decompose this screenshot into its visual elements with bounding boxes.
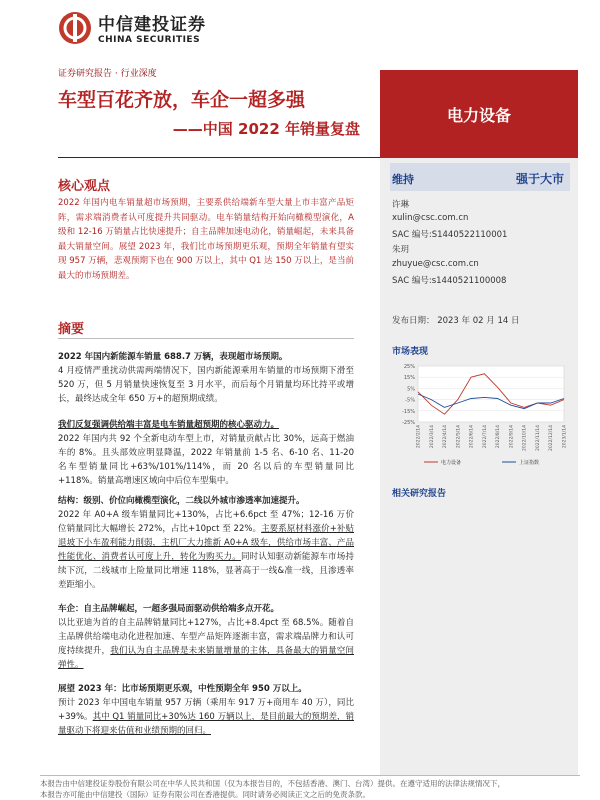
paragraph-lead: 展望 2023 年：比市场预期更乐观，中性预期全年 950 万以上。 bbox=[58, 684, 307, 694]
sector-label: 电力设备 bbox=[446, 105, 511, 125]
x-tick-label: 2022/12/14 bbox=[549, 425, 555, 451]
abstract-paragraph bbox=[58, 350, 354, 406]
rating-action: 维持 bbox=[392, 173, 414, 186]
x-tick-label: 2022/10/14 bbox=[522, 425, 528, 451]
paragraph-body: 预计 2023 年中国电车销量 957 万辆（乘用车 917 万+商用车 40 万），同比+39%。 bbox=[58, 698, 354, 722]
paragraph-lead: 车企：自主品牌崛起，一超多强局面驱动供给端多点开花。 bbox=[58, 604, 280, 614]
analyst-email[interactable]: zhuyue@csc.com.cn bbox=[392, 259, 479, 269]
x-tick-label: 2023/1/14 bbox=[562, 425, 568, 449]
analyst-name: 朱玥 bbox=[392, 245, 410, 255]
brand-emblem-icon bbox=[58, 11, 92, 45]
y-tick-label: -15% bbox=[402, 408, 415, 415]
brand-logo bbox=[58, 10, 206, 45]
paragraph-lead: 我们反复强调供给端丰富是电车销量超预期的核心驱动力。 bbox=[58, 420, 280, 430]
header-divider bbox=[58, 157, 380, 158]
x-tick-label: 2022/6/14 bbox=[469, 425, 475, 449]
paragraph-lead: 2022 年国内新能源车销量 688.7 万辆，表现超市场预期。 bbox=[58, 352, 288, 362]
analyst-sac: SAC 编号:s1440521100008 bbox=[392, 276, 507, 286]
paragraph-body: 同时认知驱动新能源车市场持续下沉，二线城市上险量同比增速 118%，显著高于一线&准一线，且渗透率差距缩小。 bbox=[58, 552, 354, 590]
x-tick-label: 2022/11/14 bbox=[535, 425, 541, 451]
x-tick-label: 2022/8/14 bbox=[496, 425, 502, 449]
footer-divider bbox=[40, 775, 580, 776]
disclaimer bbox=[40, 778, 580, 800]
x-tick-label: 2022/3/14 bbox=[429, 425, 435, 449]
analyst-email[interactable]: xulin@csc.com.cn bbox=[392, 213, 469, 223]
report-title: 车型百花齐放，车企一超多强 bbox=[58, 89, 306, 111]
related-reports-title: 相关研究报告 bbox=[392, 489, 447, 499]
paragraph-body: 2022 年 A0+A 级车销量同比+130%，占比+6.6pct 至 47%；12-16 万价位销量同比大幅增长 272%，占比+10pct 至 22%。 bbox=[58, 510, 354, 534]
disclaimer-line: 本报告亦可能由中信建投（国际）证券有限公司在香港提供。同时请务必阅读正文之后的免责条款。 bbox=[40, 790, 370, 799]
analyst-name: 许琳 bbox=[392, 200, 410, 210]
abstract-divider bbox=[58, 338, 354, 339]
paragraph-underlined: 主要系原材料涨价+补贴退坡下小车盈利能力削弱，主机厂大力推新 A0+A 级车，供给市场丰富、产品性能优化、消费者认可度上升，转化为购买力。 bbox=[58, 524, 355, 562]
rating-value: 强于大市 bbox=[515, 172, 564, 186]
abstract-paragraph bbox=[58, 602, 354, 672]
analyst-sac: SAC 编号:S1440522110001 bbox=[392, 230, 508, 240]
x-tick-label: 2022/2/14 bbox=[416, 425, 422, 449]
core-heading: 核心观点 bbox=[58, 179, 111, 194]
x-tick-label: 2022/5/14 bbox=[456, 425, 462, 449]
legend-label: 上证指数 bbox=[519, 460, 540, 466]
market-performance-title: 市场表现 bbox=[392, 347, 429, 357]
report-series: 证券研究报告 · 行业深度 bbox=[58, 69, 157, 79]
plot-area bbox=[418, 366, 564, 422]
paragraph-body: 2022 年国内共 92 个全新电动车型上市，对销量贡献占比 30%，远高于燃油车的 8%。且头部效应明显降温，2022 年销量前 1-5 名、6-10 名、11-20 名车型销量同比+63%/101%/114%，而 20 名以后的车型销量同比+118%。销量高增速区域向中后位车型集中。 bbox=[58, 434, 354, 486]
report-subtitle: ——中国 2022 年销量复盘 bbox=[172, 120, 360, 138]
abstract-paragraph bbox=[58, 494, 354, 592]
paragraph-underlined: 其中 Q1 销量同比+30%达 160 万辆以上，是目前最大的预期差，销量驱动下将迎来估值和业绩预期的回归。 bbox=[58, 712, 354, 736]
y-tick-label: 25% bbox=[403, 364, 415, 370]
brand-name-cn: 中信建投证券 bbox=[98, 15, 206, 35]
y-tick-label: -5% bbox=[405, 397, 415, 404]
abstract-paragraph bbox=[58, 418, 354, 488]
y-tick-label: 5% bbox=[407, 386, 415, 393]
legend-label: 电力设备 bbox=[441, 460, 462, 466]
abstract-heading: 摘要 bbox=[58, 322, 85, 337]
sector-banner bbox=[380, 70, 578, 158]
x-tick-label: 2022/4/14 bbox=[443, 425, 449, 449]
brand-name-en: CHINA SECURITIES bbox=[98, 35, 201, 45]
paragraph-lead: 结构：级别、价位向橄榄型演化，二线以外城市渗透率加速提升。 bbox=[58, 496, 305, 506]
publish-date: 发布日期： 2023 年 02 月 14 日 bbox=[392, 316, 520, 326]
paragraph-body: 以比亚迪为首的自主品牌销量同比+127%，占比+8.4pct 至 68.5%。随着自主品牌供给端电动化进程加速、车型产品矩阵逐渐丰富，需求端品牌力和认可度持续提升， bbox=[58, 618, 354, 656]
paragraph-body: 4 月疫情严重扰动供需两端情况下，国内新能源乘用车销量的市场预期下滑至 520 万，但 5 月销量快速恢复至 3 月水平，而后每个月销量均环比持平或增长，最终达成全年 650 万+的超预期成绩。 bbox=[58, 366, 354, 404]
market-performance-chart bbox=[392, 360, 572, 470]
y-tick-label: -25% bbox=[402, 420, 415, 426]
y-tick-label: 15% bbox=[403, 375, 415, 382]
disclaimer-line: 本报告由中信建投证券股份有限公司在中华人民共和国（仅为本报告目的，不包括香港、澳门、台湾）提供。在遵守适用的法律法规情况下， bbox=[40, 779, 505, 788]
x-tick-label: 2022/7/14 bbox=[482, 425, 488, 449]
core-box bbox=[58, 196, 354, 326]
abstract-paragraph bbox=[58, 682, 354, 738]
x-tick-label: 2022/9/14 bbox=[509, 425, 515, 449]
paragraph-underlined: 我们认为自主品牌是未来销量增量的主体，具备最大的销量空间弹性。 bbox=[58, 646, 354, 670]
core-text: 2022 年国内电车销量超市场预期，主要系供给端新车型大量上市丰富产品矩阵，需求端消费者认可度提升共同驱动。电车销量结构开始向橄榄型演化，A 级和 12-16 万销量占比快速提升；自主品牌加速电动化，销量崛起，未来具备最大销量空间。展望 2023 年，我们比市场预期更乐观，预期全年销量有望实现 957 万辆，悲观预期下也在 900 万以上，其中 Q1 达 150 万以上，是当前最大的市场预期差。 bbox=[58, 198, 354, 281]
